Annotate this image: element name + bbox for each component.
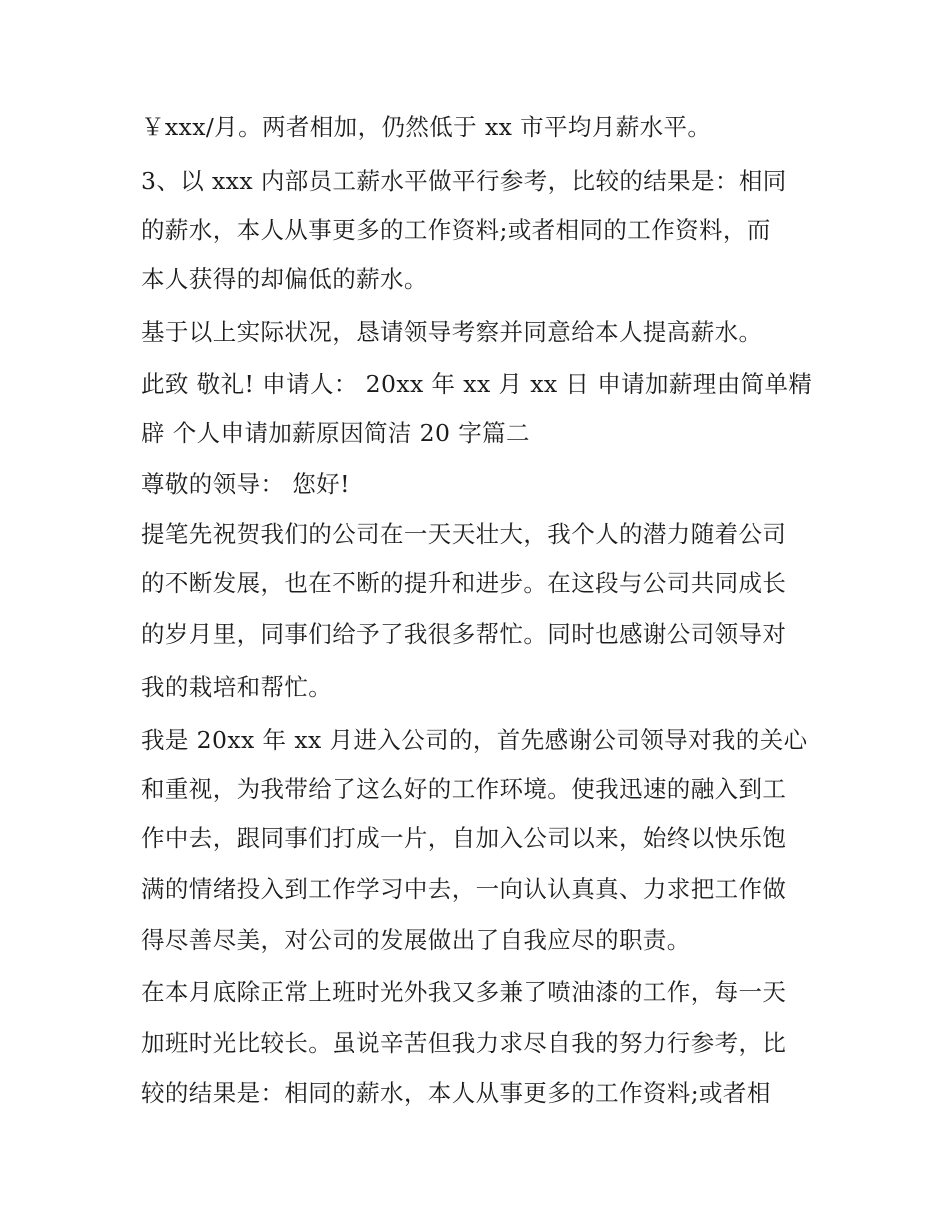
text-line: 辟 个人申请加薪原因简洁 20 字篇二 (141, 419, 530, 447)
text-line: 得尽善尽美，对公司的发展做出了自我应尽的职责。 (141, 926, 691, 954)
text-line: 此致 敬礼! 申请人： 20xx 年 xx 月 xx 日 申请加薪理由简单精 (141, 370, 813, 398)
text-line: 本人获得的却偏低的薪水。 (141, 265, 428, 293)
text-line: 尊敬的领导： 您好! (141, 470, 350, 498)
text-line: 提笔先祝贺我们的公司在一天天壮大，我个人的潜力随着公司 (141, 520, 787, 548)
text-line: 基于以上实际状况，恳请领导考察并同意给本人提高薪水。 (141, 318, 763, 346)
text-line: 的薪水，本人从事更多的工作资料;或者相同的工作资料，而 (141, 216, 771, 244)
text-line: 我的栽培和帮忙。 (141, 673, 333, 701)
text-line: 和重视，为我带给了这么好的工作环境。使我迅速的融入到工 (141, 775, 787, 803)
text-line: 的不断发展，也在不断的提升和进步。在这段与公司共同成长 (141, 569, 787, 597)
text-line: 加班时光比较长。虽说辛苦但我力求尽自我的努力行参考，比 (141, 1029, 787, 1057)
text-line: 的岁月里，同事们给予了我很多帮忙。同时也感谢公司领导对 (141, 620, 787, 648)
text-line: 我是 20xx 年 xx 月进入公司的，首先感谢公司领导对我的关心 (141, 726, 808, 754)
text-line: 满的情绪投入到工作学习中去，一向认认真真、力求把工作做 (141, 875, 787, 903)
text-line: ￥xxx/月。两者相加，仍然低于 xx 市平均月薪水平。 (141, 113, 712, 141)
text-line: 在本月底除正常上班时光外我又多兼了喷油漆的工作，每一天 (141, 978, 787, 1006)
text-line: 较的结果是：相同的薪水，本人从事更多的工作资料;或者相 (141, 1079, 771, 1107)
text-line: 3、以 xxx 内部员工薪水平做平行参考，比较的结果是：相同 (141, 167, 787, 195)
text-line: 作中去，跟同事们打成一片，自加入公司以来，始终以快乐饱 (141, 824, 787, 852)
